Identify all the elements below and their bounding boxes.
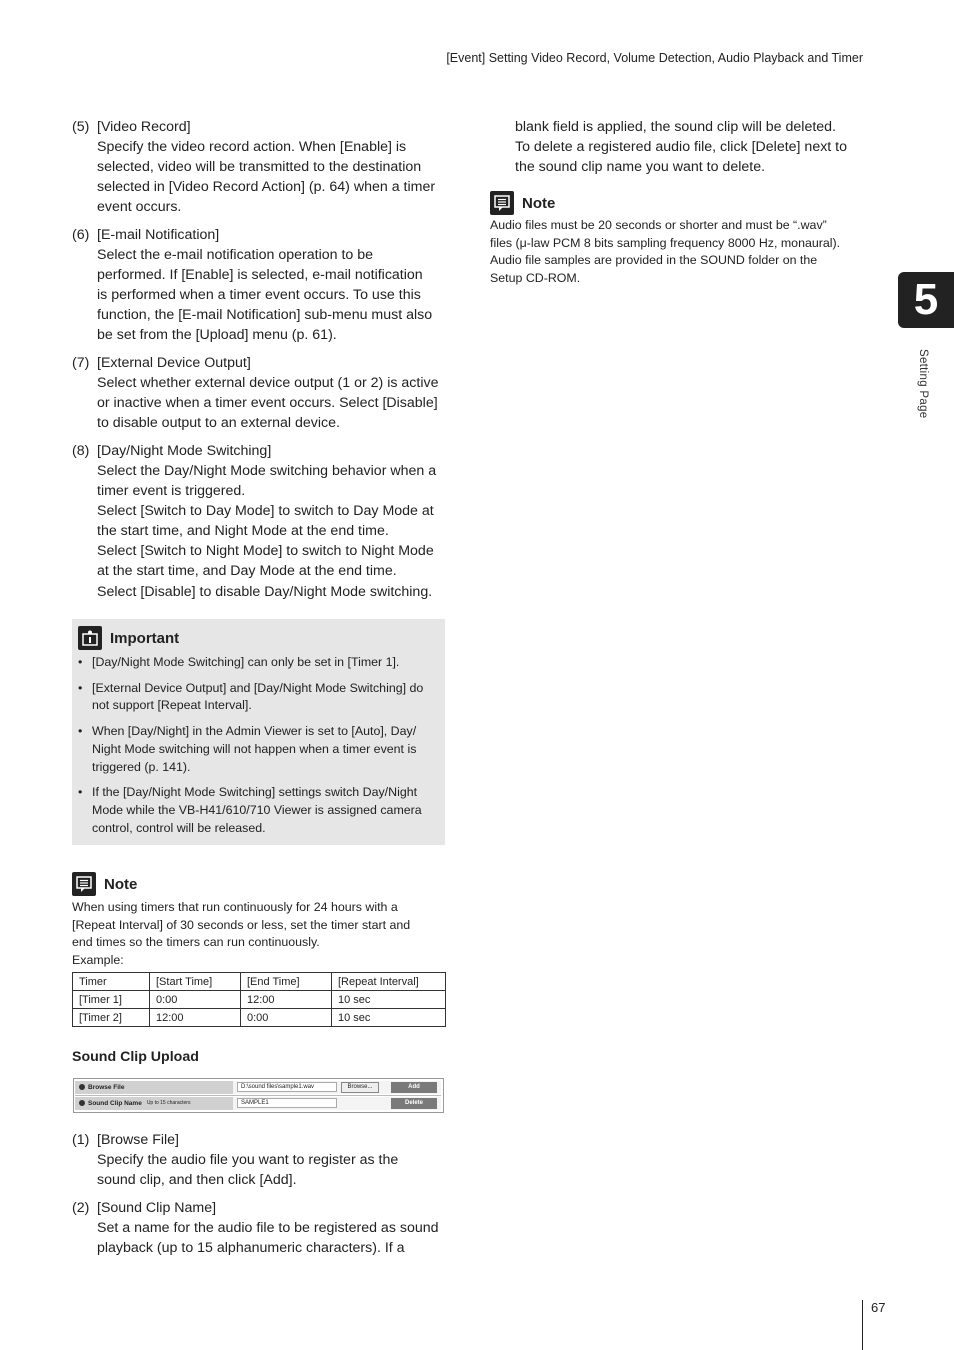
table-header-cell: [Start Time] (150, 973, 241, 991)
text-line: playback (up to 15 alphanumeric characters). If a (97, 1239, 405, 1256)
sound-clip-ui-screenshot (73, 1078, 444, 1113)
important-box (72, 619, 445, 845)
text-line: [Repeat Interval] of 30 seconds or less, set the timer start and (72, 917, 411, 932)
sound-clip-name-input[interactable]: SAMPLE1 (237, 1098, 337, 1108)
note-box-left (72, 872, 447, 969)
important-list (74, 654, 442, 846)
text-line: the sound clip name you want to delete. (515, 159, 766, 176)
text-line: timer event is triggered. (97, 483, 246, 500)
list-item (72, 1130, 447, 1190)
list-item (72, 441, 447, 602)
item-number: (8) (72, 442, 90, 459)
note-body (490, 217, 862, 287)
text-line: blank field is applied, the sound clip will be deleted. (515, 119, 836, 135)
note-body (72, 899, 447, 969)
bullet-icon (79, 1084, 85, 1090)
item-title: [Browse File] (97, 1132, 179, 1148)
text-line: Select [Disable] to disable Day/Night Mode switching. (97, 583, 433, 600)
table-cell: [Timer 1] (73, 991, 150, 1009)
text-line: sound clip, and then click [Add]. (97, 1172, 297, 1189)
table-row (73, 991, 446, 1009)
list-item (74, 784, 442, 837)
table-cell: 0:00 (150, 991, 241, 1009)
bullet-icon (79, 1100, 85, 1106)
item-number: (2) (72, 1199, 90, 1216)
table-cell: 0:00 (241, 1009, 332, 1027)
note-title: Note (104, 875, 138, 893)
table-row (73, 1009, 446, 1027)
text-line: When using timers that run continuously for 24 hours with a (72, 900, 398, 914)
list-item (72, 225, 447, 346)
note-icon (72, 872, 96, 896)
text-line: event occurs. (97, 199, 182, 216)
text-line: control, control will be released. (92, 820, 266, 835)
text-line: performed. If [Enable] is selected, e-mail notification (97, 267, 423, 284)
text-line: files (μ-law PCM 8 bits sampling frequency 8000 Hz, monaural). (490, 235, 841, 250)
text-line: selected in [Video Record Action] (p. 64) when a timer (97, 179, 436, 196)
sound-clip-name-row (75, 1096, 441, 1110)
text-line: Audio file samples are provided in the SOUND folder on the (490, 253, 818, 268)
chapter-tab: 5 (898, 272, 954, 328)
list-item (72, 1198, 447, 1258)
text-line: • When [Day/Night] in the Admin Viewer is set to [Auto], Day/ (92, 724, 417, 739)
item-number: (6) (72, 226, 90, 243)
text-line: end times so the timers can run continuously. (72, 935, 320, 950)
text-line: • [Day/Night Mode Switching] can only be set in [Timer 1]. (92, 655, 400, 669)
note-box-right (490, 191, 862, 287)
item-number: (7) (72, 355, 90, 372)
browse-button[interactable]: Browse... (341, 1082, 379, 1093)
text-line: Select [Switch to Night Mode] to switch to Night Mode (97, 543, 434, 560)
delete-button[interactable]: Delete (391, 1098, 437, 1109)
list-item (74, 723, 442, 776)
text-line: not support [Repeat Interval]. (92, 698, 252, 713)
list-item (74, 680, 442, 715)
page-number-rule (862, 1300, 863, 1350)
timer-example-table (72, 972, 446, 1027)
text-line: Setup CD-ROM. (490, 270, 581, 285)
label-text: Sound Clip Name (88, 1099, 142, 1107)
text-line: Select whether external device output (1 or 2) is active (97, 375, 439, 392)
text-line: Example: (72, 952, 124, 967)
left-items (72, 117, 447, 602)
item-title: [E-mail Notification] (97, 226, 220, 243)
table-header-cell: Timer (73, 973, 150, 991)
item-title: [Video Record] (97, 119, 191, 135)
table-cell: 12:00 (241, 991, 332, 1009)
important-title: Important (110, 629, 180, 647)
text-line: or inactive when a timer event occurs. Select [Disable] (97, 395, 438, 412)
note-title: Note (522, 194, 556, 212)
table-cell: 12:00 (150, 1009, 241, 1027)
label-text: Browse File (88, 1083, 125, 1091)
list-item (74, 654, 442, 672)
text-line: at the start time, and Day Mode at the end time. (97, 563, 397, 580)
text-line: Select the e-mail notification operation to be (97, 247, 374, 264)
browse-file-label (75, 1081, 233, 1094)
text-line: function, the [E-mail Notification] sub-menu must also (97, 307, 433, 324)
text-line: to disable output to an external device. (97, 415, 340, 432)
page-number: 67 (871, 1300, 886, 1315)
text-line: Specify the audio file you want to register as the (97, 1152, 399, 1169)
right-continuation (515, 117, 865, 177)
text-line: selected, video will be transmitted to the destination (97, 159, 422, 176)
text-line: • If the [Day/Night Mode Switching] settings switch Day/Night (92, 785, 418, 800)
table-cell: 10 sec (332, 1009, 446, 1027)
file-path-input[interactable]: D:\sound files\sample1.wav (237, 1082, 337, 1092)
item-title: [Sound Clip Name] (97, 1199, 217, 1216)
note-icon (490, 191, 514, 215)
text-line: To delete a registered audio file, click [Delete] next to (515, 139, 848, 156)
item-title: [External Device Output] (97, 355, 251, 372)
sound-clip-name-label (75, 1097, 233, 1110)
text-line: Specify the video record action. When [Enable] is (97, 139, 407, 156)
browse-file-row (75, 1080, 441, 1094)
list-item (72, 117, 447, 217)
list-item (72, 353, 447, 433)
table-cell: [Timer 2] (73, 1009, 150, 1027)
item-number: (1) (72, 1132, 90, 1148)
note-heading (72, 872, 447, 896)
text-line: Select the Day/Night Mode switching behavior when a (97, 463, 437, 479)
browse-file-controls (233, 1081, 441, 1094)
text-line: Audio files must be 20 seconds or shorter and must be “.wav” (490, 218, 827, 232)
table-cell: 10 sec (332, 991, 446, 1009)
item-number: (5) (72, 119, 90, 135)
text-line: Night Mode switching will not happen when a timer event is (92, 741, 417, 756)
table-header-cell: [Repeat Interval] (332, 973, 446, 991)
bottom-items (72, 1130, 447, 1258)
chapter-label: Setting Page (917, 349, 929, 419)
text-line: the start time, and Night Mode at the end time. (97, 523, 389, 540)
sound-clip-name-controls (233, 1097, 441, 1110)
running-header: [Event] Setting Video Record, Volume Detection, Audio Playback and Timer (446, 51, 863, 65)
text-line: Mode while the VB-H41/610/710 Viewer is assigned camera (92, 803, 422, 818)
text-line: • [External Device Output] and [Day/Night Mode Switching] do (92, 680, 424, 695)
text-line: Set a name for the audio file to be registered as sound (97, 1219, 439, 1236)
note-heading (490, 191, 862, 215)
text-line: is performed when a timer event occurs. To use this (97, 287, 421, 304)
section-heading: Sound Clip Upload (72, 1049, 199, 1065)
table-header-cell: [End Time] (241, 973, 332, 991)
table-header-row (73, 973, 446, 991)
important-icon (78, 626, 102, 650)
text-line: be set from the [Upload] menu (p. 61). (97, 327, 337, 344)
hint-text: Up to 15 characters (146, 1100, 191, 1106)
text-line: Select [Switch to Day Mode] to switch to Day Mode at (97, 503, 434, 520)
text-line: triggered (p. 141). (92, 759, 191, 774)
add-button[interactable]: Add (391, 1082, 437, 1093)
important-heading (78, 626, 179, 650)
item-title: [Day/Night Mode Switching] (97, 442, 272, 459)
